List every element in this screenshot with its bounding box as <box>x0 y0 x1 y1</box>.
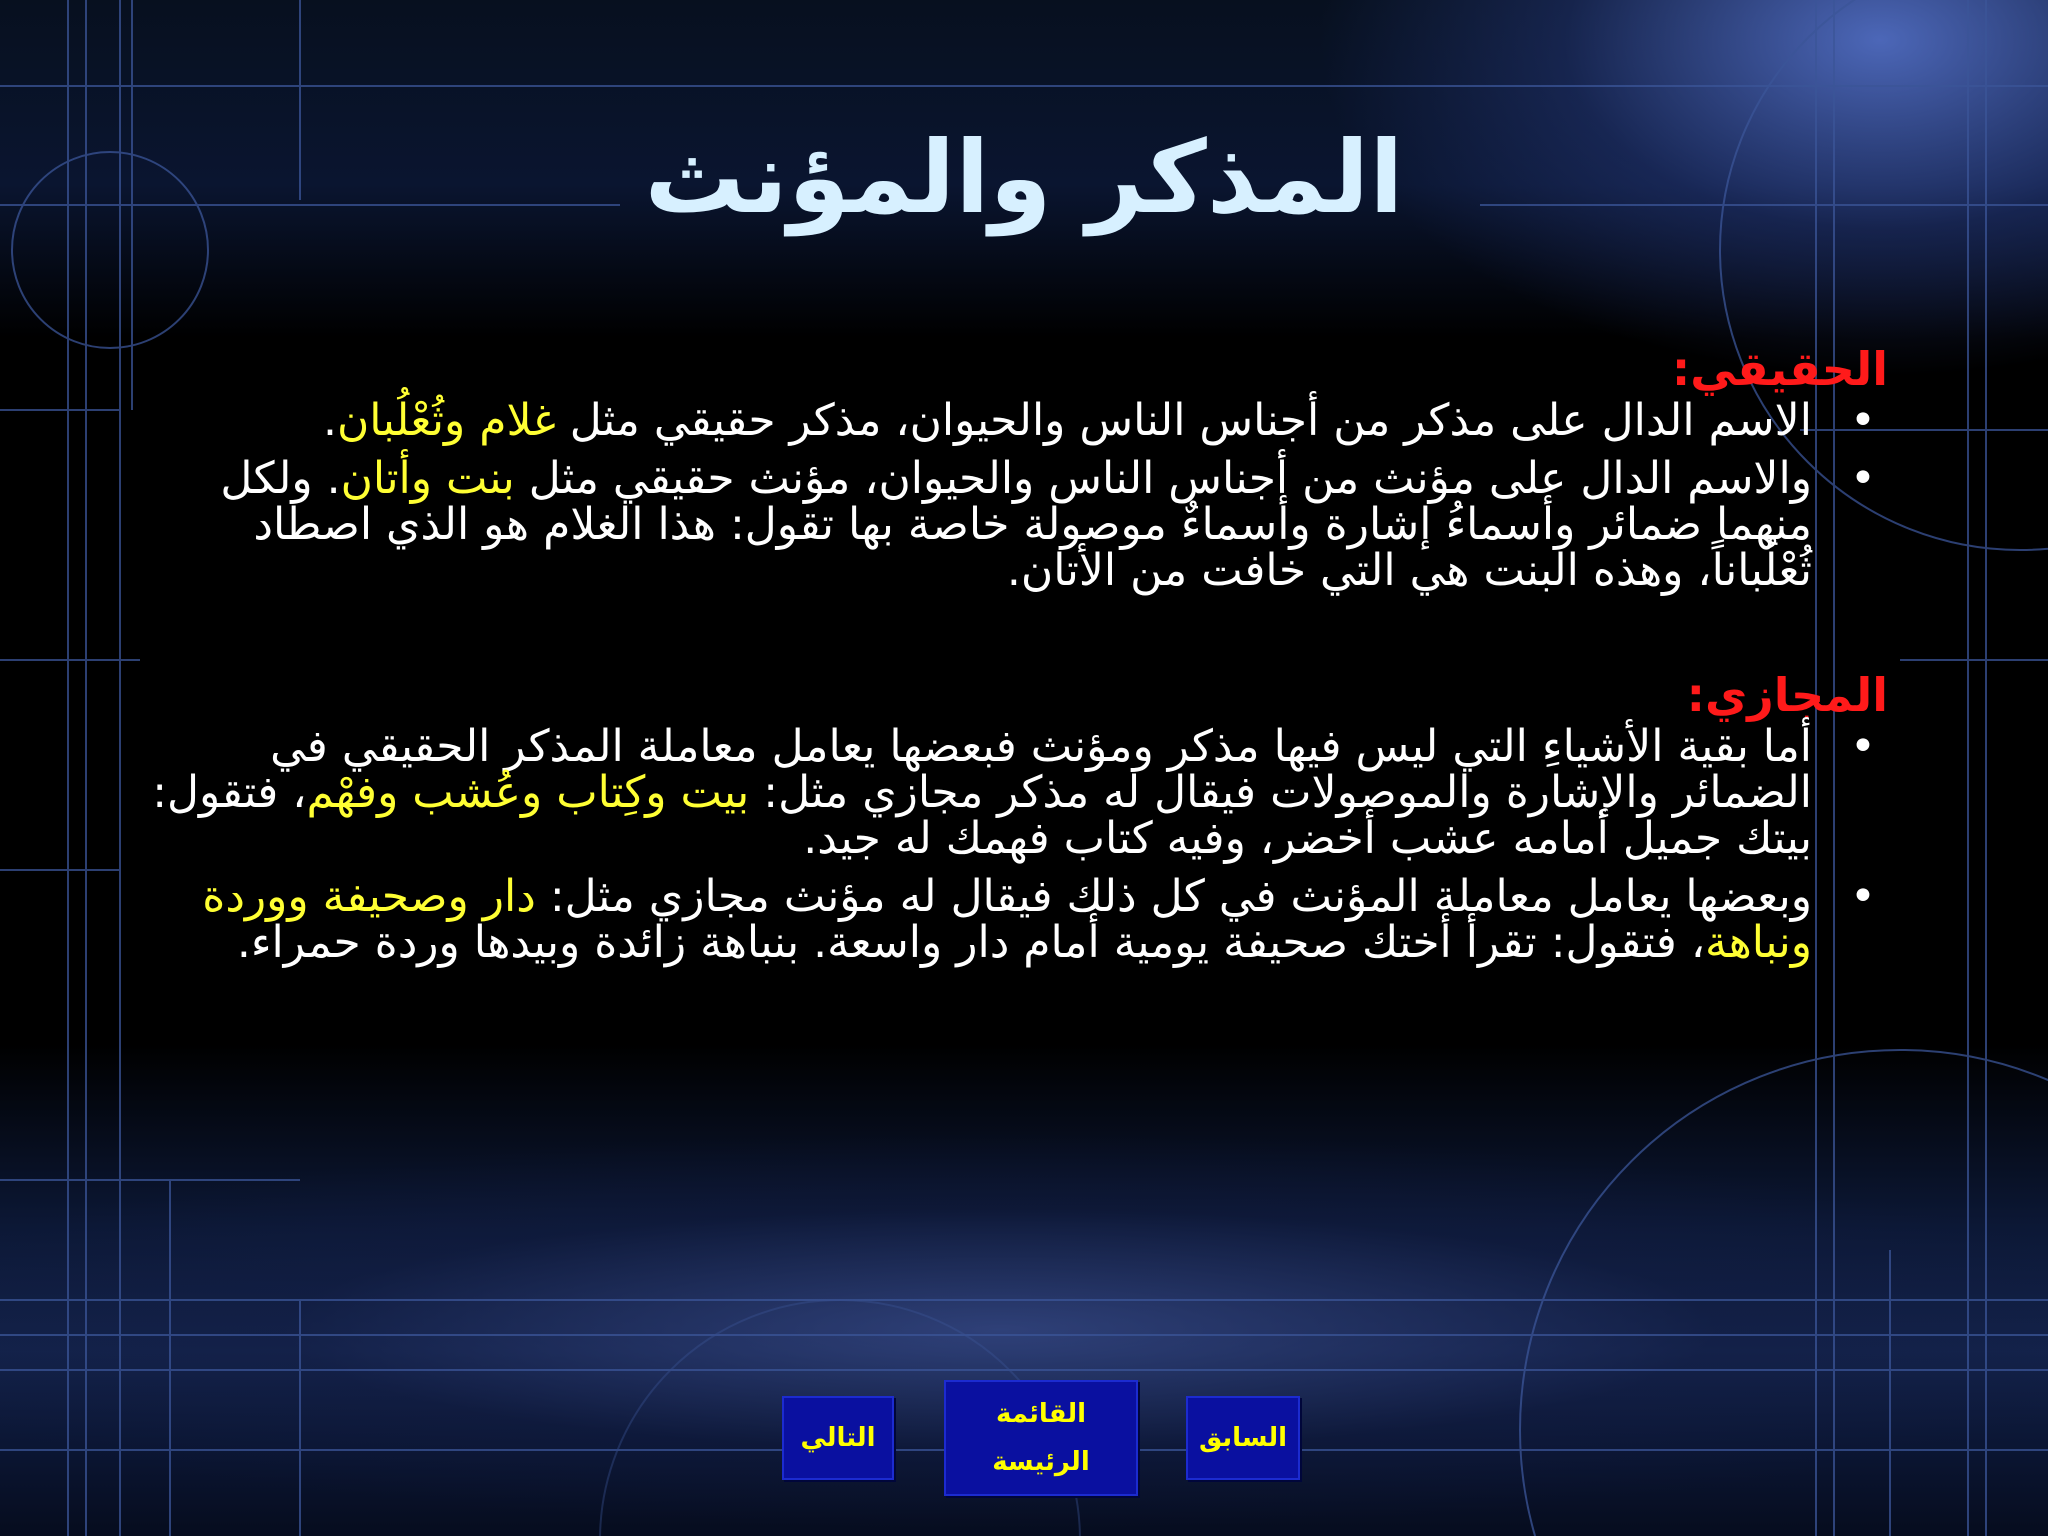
list-item <box>128 871 1888 968</box>
point-text-end: ، فتقول: بيتك جميل أمامه عشب أخضر، وفيه كتاب فهمك له جيد. <box>152 767 1812 864</box>
main-menu-button-label: القائمة الرئيسة <box>992 1399 1090 1477</box>
bullet-icon: • <box>1850 871 1876 922</box>
point-text: الاسم الدال على مذكر من أجناس الناس والحيوان، مذكر حقيقي مثل <box>555 395 1812 446</box>
previous-button-label: السابق <box>1198 1423 1288 1453</box>
main-menu-button[interactable] <box>944 1380 1138 1496</box>
bullet-icon: • <box>1850 395 1876 446</box>
section-points-real <box>128 395 1888 596</box>
list-item <box>128 395 1888 446</box>
highlighted-examples: غلام وثُعْلُبان <box>336 395 556 446</box>
highlighted-examples: بنت وأتان <box>340 453 515 504</box>
slide-content <box>128 340 1888 978</box>
list-item <box>128 721 1888 864</box>
point-text-end: ، فتقول: تقرأ أختك صحيفة يومية أمام دار واسعة. بنباهة زائدة وبيدها وردة حمراء. <box>236 917 1706 968</box>
next-button[interactable] <box>782 1396 894 1480</box>
slide-title: المذكر والمؤنث <box>644 119 1404 236</box>
point-text: وبعضها يعامل معاملة المؤنث في كل ذلك فيقال له مؤنث مجازي مثل: <box>535 871 1812 922</box>
section-heading-figurative: المجازي: <box>1686 668 1888 722</box>
list-item <box>128 453 1888 596</box>
section-points-figurative <box>128 721 1888 968</box>
point-text: والاسم الدال على مؤنث من أجناس الناس والحيوان، مؤنث حقيقي مثل <box>514 453 1812 504</box>
point-text-end: . <box>322 395 337 446</box>
next-button-label: التالي <box>800 1423 876 1453</box>
point-text: أما بقية الأشياءِ التي ليس فيها مذكر ومؤنث فبعضها يعامل معاملة المذكر الحقيقي في الضمائر والإشارة والموصولات فيقال له مذكر مجازي مثل: <box>270 721 1812 818</box>
highlighted-examples: دار وصحيفة ووردة ونباهة <box>202 871 1812 968</box>
point-text-end: . ولكل منهما ضمائر وأسماءُ إشارة وأسماءٌ موصولة خاصة بها تقول: هذا الغلام هو الذي اصطاد ثُعْلُباناً، وهذه البنت هي التي خافت من الأتان. <box>220 453 1812 596</box>
bullet-icon: • <box>1850 721 1876 772</box>
bullet-icon: • <box>1850 453 1876 504</box>
highlighted-examples: بيت وكِتاب وعُشب وفهْم <box>306 767 750 818</box>
previous-button[interactable] <box>1186 1396 1300 1480</box>
section-heading-real: الحقيقي: <box>1671 342 1888 396</box>
